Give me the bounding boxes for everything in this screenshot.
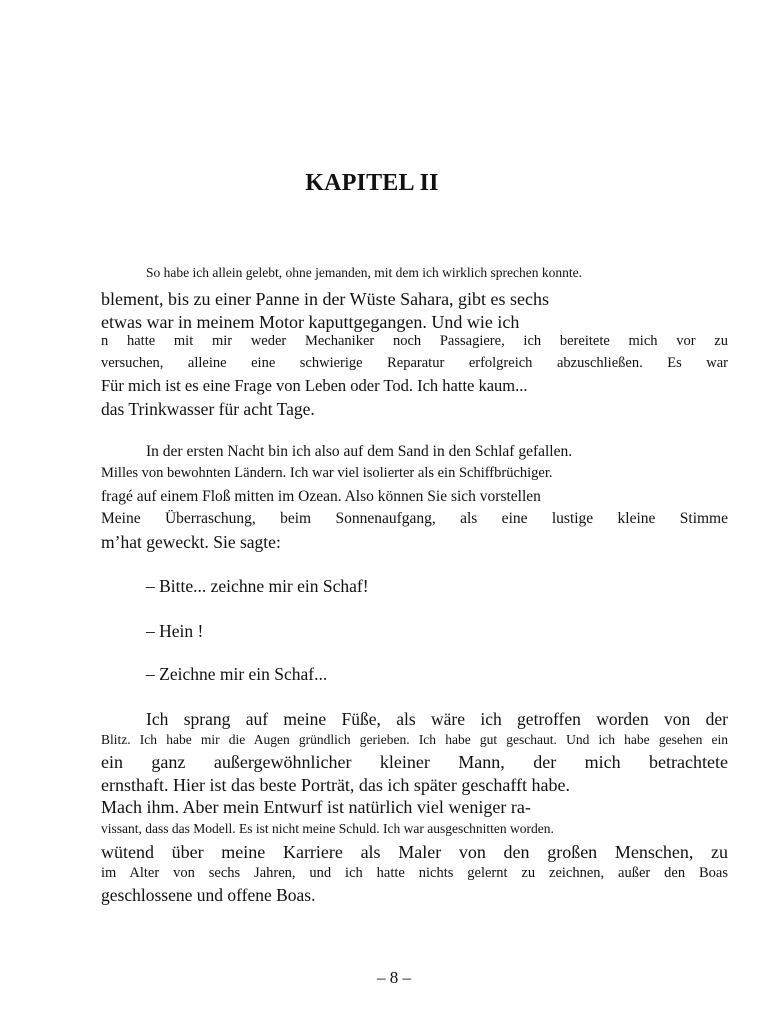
dialogue-line: – Hein ! <box>146 621 204 641</box>
text-line: Blitz. Ich habe mir die Augen gründlich gerieben. Ich habe gut geschaut. Und ich habe gesehen ein <box>101 732 728 747</box>
text-line: m’hat geweckt. Sie sagte: <box>101 532 281 552</box>
text-line: Meine Überraschung, beim Sonnenaufgang, als eine lustige kleine Stimme <box>101 510 728 527</box>
text-line: vissant, dass das Modell. Es ist nicht meine Schuld. Ich war ausgeschnitten worden. <box>101 821 554 836</box>
text-line: blement, bis zu einer Panne in der Wüste Sahara, gibt es sechs <box>101 289 550 309</box>
text-line: So habe ich allein gelebt, ohne jemanden, mit dem ich wirklich sprechen konnte. <box>146 265 582 280</box>
text-line: fragé auf einem Floß mitten im Ozean. Also können Sie sich vorstellen <box>101 488 541 505</box>
text-line: ernsthaft. Hier ist das beste Porträt, das ich später geschafft habe. <box>101 775 571 795</box>
text-line: versuchen, alleine eine schwierige Reparatur erfolgreich abzuschließen. Es war <box>101 355 728 371</box>
dialogue-line: – Zeichne mir ein Schaf... <box>146 664 328 684</box>
text-line: wütend über meine Karriere als Maler von den großen Menschen, zu <box>101 842 728 862</box>
text-line: Für mich ist es eine Frage von Leben oder Tod. Ich hatte kaum... <box>101 376 528 395</box>
text-line: etwas war in meinem Motor kaputtgegangen. Und wie ich <box>101 312 520 332</box>
text-line: Mach ihm. Aber mein Entwurf ist natürlich viel weniger ra- <box>101 797 531 817</box>
text-line: Milles von bewohnten Ländern. Ich war viel isolierter als ein Schiffbrüchiger. <box>101 465 553 481</box>
text-line: geschlossene und offene Boas. <box>101 885 316 905</box>
text-line: das Trinkwasser für acht Tage. <box>101 399 315 419</box>
dialogue-line: – Bitte... zeichne mir ein Schaf! <box>146 576 369 596</box>
text-line: ein ganz außergewöhnlicher kleiner Mann, der mich betrachtete <box>101 752 728 772</box>
text-line: n hatte mit mir weder Mechaniker noch Passagiere, ich bereitete mich vor zu <box>101 333 728 349</box>
text-line: Ich sprang auf meine Füße, als wäre ich getroffen worden von der <box>146 709 728 729</box>
chapter-title: KAPITEL II <box>305 170 439 196</box>
text-line: im Alter von sechs Jahren, und ich hatte nichts gelernt zu zeichnen, außer den Boas <box>101 865 728 881</box>
page-number: – 8 – <box>377 968 411 987</box>
text-line: In der ersten Nacht bin ich also auf dem Sand in den Schlaf gefallen. <box>146 443 573 460</box>
